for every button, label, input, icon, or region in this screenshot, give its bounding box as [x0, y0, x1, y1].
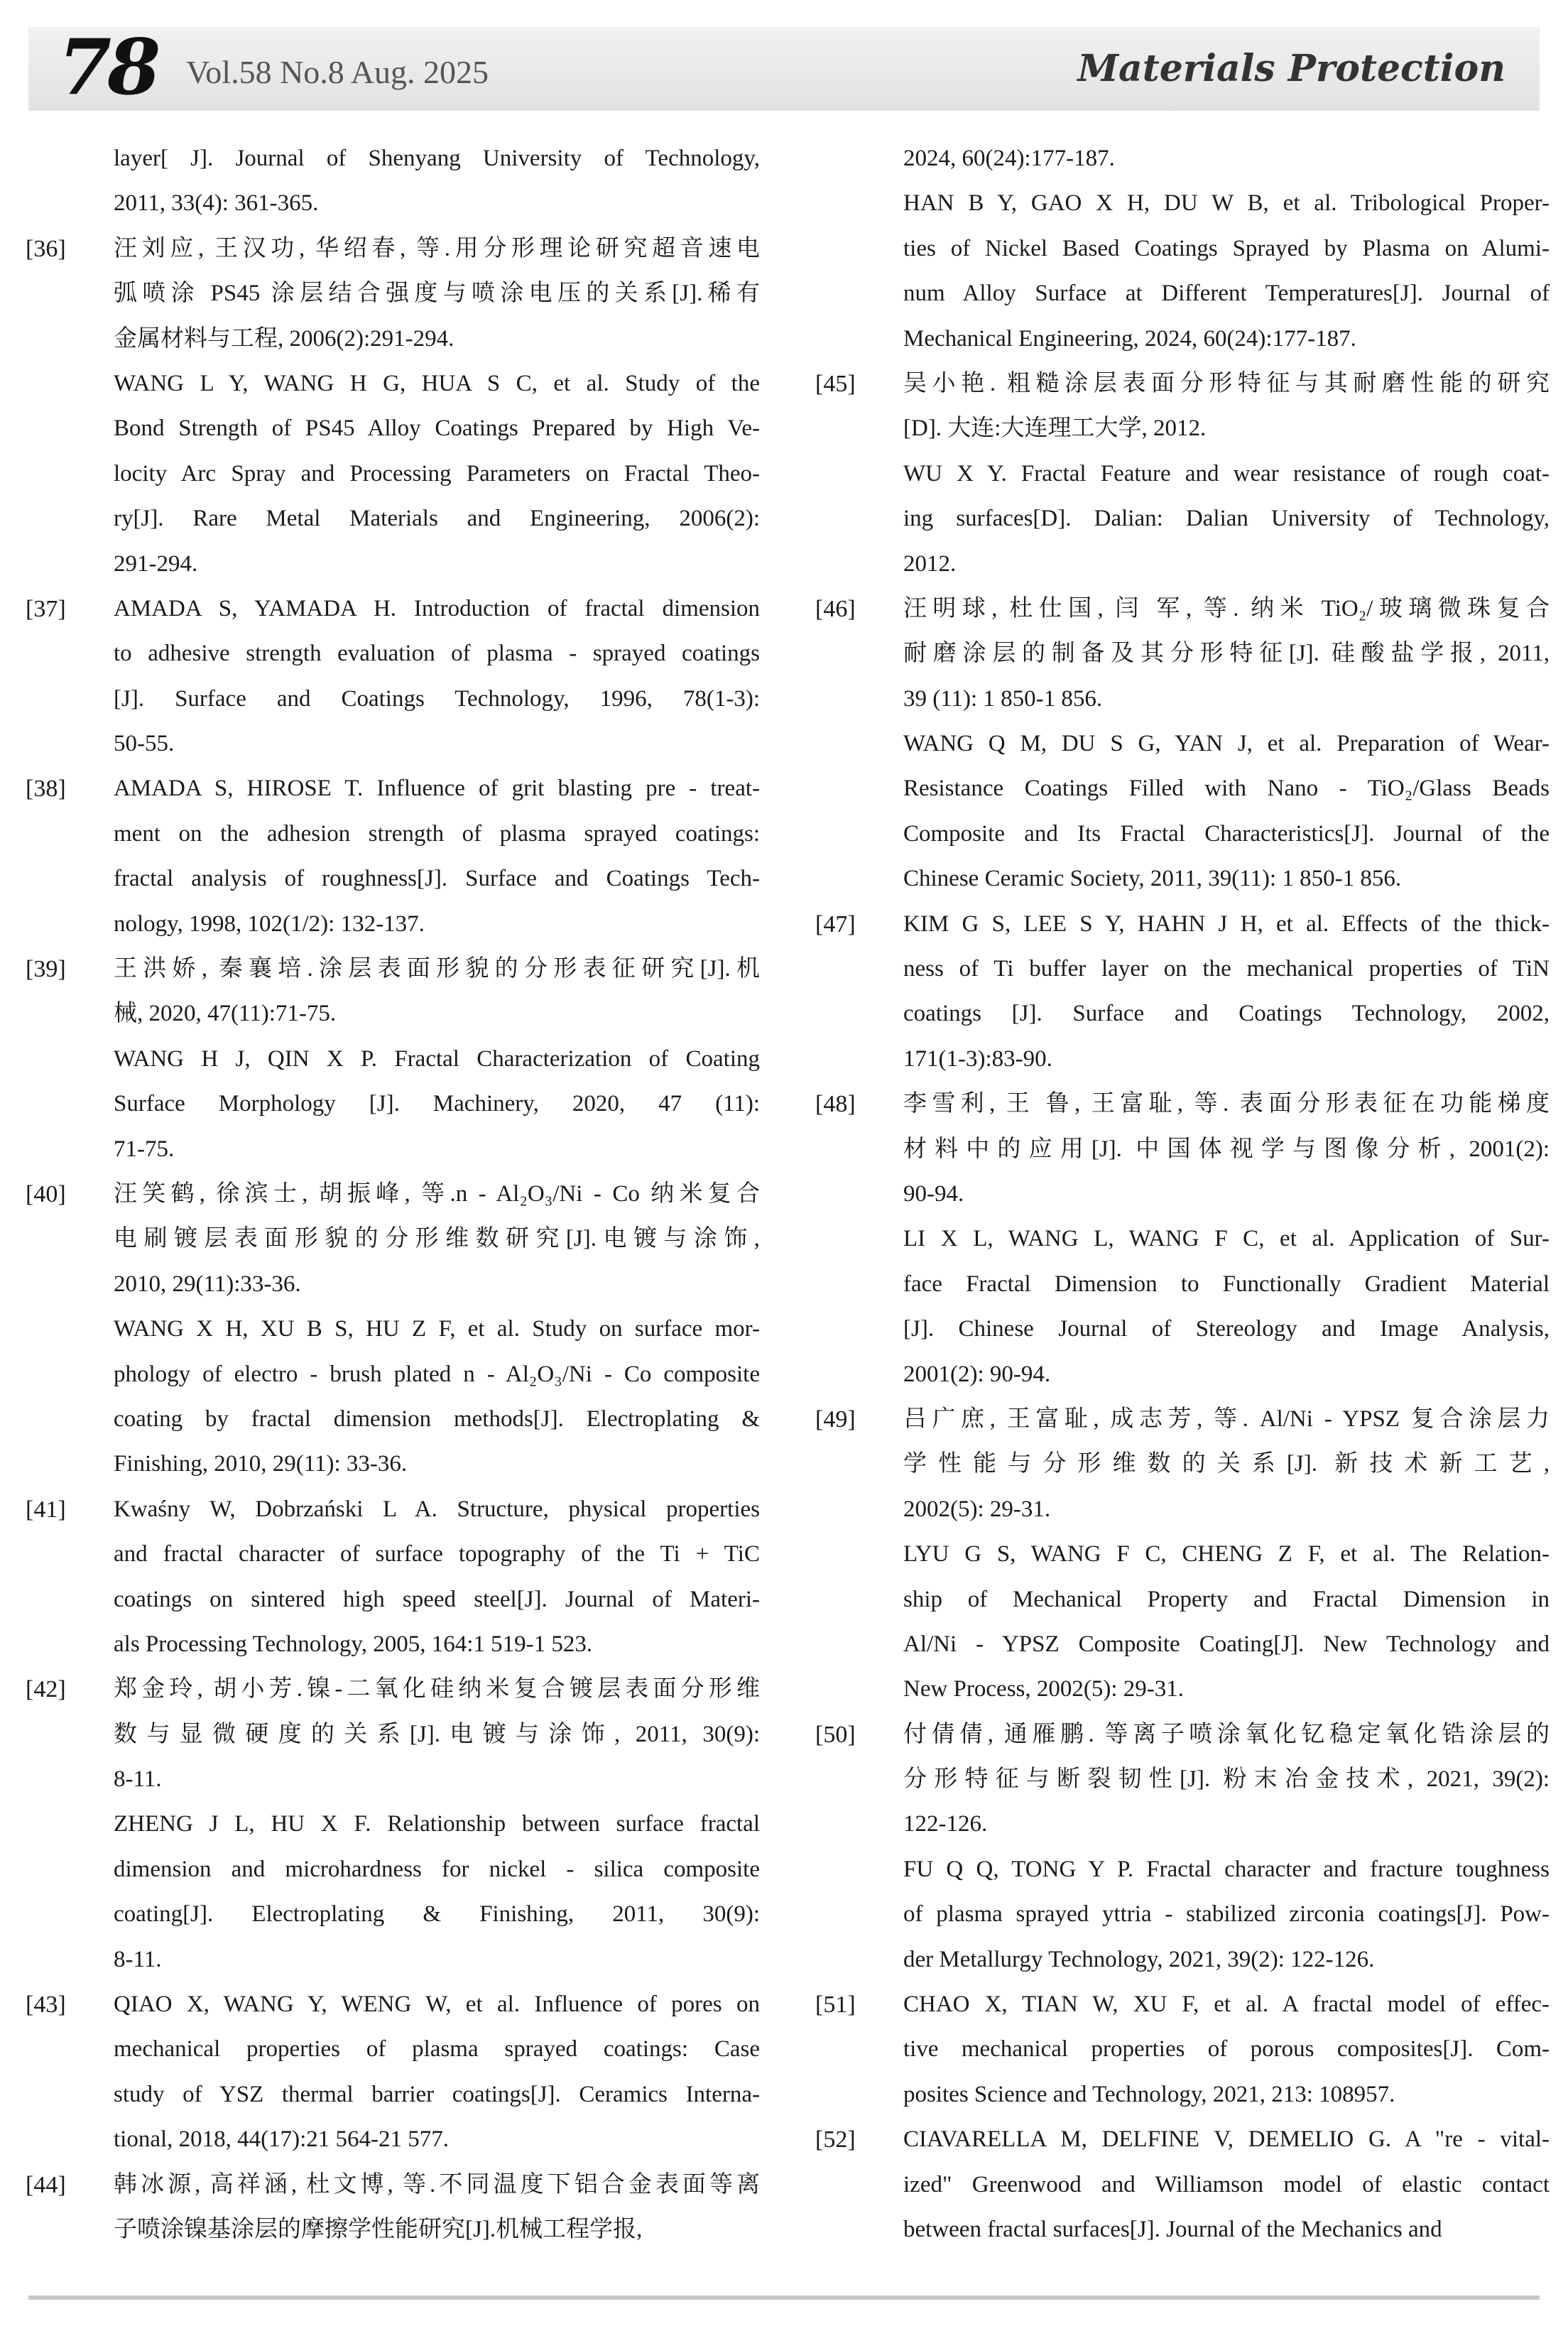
reference-entry — [815, 902, 1550, 1082]
reference-line: 学性能与分形维数的关系[J]. 新技术新工艺, — [903, 1451, 1550, 1477]
issue-info: Vol.58 No.8 Aug. 2025 — [186, 54, 489, 90]
reference-line: ized" Greenwood and Williamson model of elastic contact — [903, 2171, 1550, 2197]
right-column — [815, 136, 1550, 2252]
reference-entry — [26, 1982, 760, 2163]
reference-body — [903, 1982, 1550, 2117]
reference-line: phology of electro - brush plated n - Al₂O₃/Ni - Co composite — [114, 1361, 760, 1387]
reference-entry — [26, 227, 760, 587]
reference-entry — [815, 362, 1550, 587]
reference-line: Composite and Its Fractal Characteristics[J]. Journal of the — [903, 820, 1550, 847]
reference-line: 2001(2): 90-94. — [903, 1361, 1051, 1387]
reference-line: face Fractal Dimension to Functionally Gradient Material — [903, 1271, 1550, 1297]
reference-line: WANG L Y, WANG H G, HUA S C, et al. Study of the — [114, 370, 760, 396]
reference-line: to adhesive strength evaluation of plasma - sprayed coatings — [114, 641, 760, 667]
reference-line: layer[ J]. Journal of Shenyang University of Technology, — [114, 146, 760, 171]
reference-line: ties of Nickel Based Coatings Sprayed by Plasma on Alumi- — [903, 235, 1550, 261]
reference-line: 8-11. — [114, 1946, 162, 1972]
reference-body — [903, 136, 1550, 362]
reference-line: ment on the adhesion strength of plasma sprayed coatings: — [114, 820, 760, 847]
reference-line: FU Q Q, TONG Y P. Fractal character and fracture toughness — [903, 1856, 1550, 1882]
reference-entry — [815, 2117, 1550, 2252]
reference-body — [114, 1487, 760, 1668]
reference-line: 39 (11): 1 850-1 856. — [903, 685, 1103, 712]
reference-number: [41] — [26, 1496, 66, 1523]
reference-line: [J]. Surface and Coatings Technology, 1996, 78(1-3): — [114, 685, 760, 712]
reference-line: 付倩倩, 通雁鹏. 等离子喷涂氧化钇稳定氧化锆涂层的 — [903, 1721, 1550, 1747]
reference-line: WANG Q M, DU S G, YAN J, et al. Preparation of Wear- — [903, 731, 1550, 757]
reference-body — [114, 2163, 760, 2253]
reference-line: 王洪娇, 秦襄培.涂层表面形貌的分形表征研究[J].机 — [114, 956, 760, 982]
reference-number: [45] — [815, 370, 856, 397]
reference-entry — [815, 1982, 1550, 2117]
reference-line: mechanical properties of plasma sprayed coatings: Case — [114, 2036, 760, 2063]
reference-line: 数与显微硬度的关系[J].电镀与涂饰, 2011, 30(9): — [114, 1721, 760, 1747]
reference-line: coatings on sintered high speed steel[J]. Journal of Materi- — [114, 1586, 760, 1612]
reference-line: fractal analysis of roughness[J]. Surface and Coatings Tech- — [114, 866, 760, 892]
reference-line: ZHENG J L, HU X F. Relationship between surface fractal — [114, 1811, 760, 1837]
reference-line: 汪刘应, 王汉功, 华绍春, 等.用分形理论研究超音速电 — [114, 235, 760, 261]
reference-line: als Processing Technology, 2005, 164:1 519-1 523. — [114, 1631, 593, 1657]
bottom-rule — [28, 2295, 1540, 2300]
reference-line: AMADA S, HIROSE T. Influence of grit blasting pre - treat- — [114, 776, 760, 802]
reference-line: 90-94. — [903, 1180, 964, 1207]
reference-body — [903, 902, 1550, 1082]
reference-line: nology, 1998, 102(1/2): 132-137. — [114, 911, 425, 937]
reference-body — [114, 947, 760, 1172]
reference-line: LI X L, WANG L, WANG F C, et al. Application of Sur- — [903, 1226, 1550, 1252]
reference-entry — [26, 947, 760, 1172]
reference-line: of plasma sprayed yttria - stabilized zirconia coatings[J]. Pow- — [903, 1901, 1550, 1928]
reference-line: WANG X H, XU B S, HU Z F, et al. Study on surface mor- — [114, 1316, 760, 1342]
reference-line: 分形特征与断裂韧性[J]. 粉末冶金技术, 2021, 39(2): — [903, 1766, 1550, 1793]
reference-entry — [815, 1397, 1550, 1712]
reference-line: 汪明球, 杜仕国, 闫 军, 等. 纳米 TiO₂/玻璃微珠复合 — [903, 595, 1550, 621]
reference-body — [114, 1982, 760, 2163]
reference-number: [48] — [815, 1091, 856, 1118]
reference-number: [38] — [26, 776, 66, 803]
page-number: 78 — [58, 23, 157, 112]
reference-line: 吴小艳. 粗糙涂层表面分形特征与其耐磨性能的研究 — [903, 370, 1550, 396]
reference-line: 50-55. — [114, 731, 175, 757]
reference-body — [903, 1712, 1550, 1982]
reference-line: CHAO X, TIAN W, XU F, et al. A fractal model of effec- — [903, 1992, 1550, 2018]
reference-number: [46] — [815, 595, 856, 622]
reference-line: 吕广庶, 王富耻, 成志芳, 等. Al/Ni - YPSZ 复合涂层力 — [903, 1406, 1550, 1432]
reference-line: tive mechanical properties of porous composites[J]. Com- — [903, 2036, 1550, 2063]
reference-line: 8-11. — [114, 1766, 162, 1793]
reference-line: 韩冰源, 高祥涵, 杜文博, 等.不同温度下铝合金表面等离 — [114, 2171, 760, 2197]
reference-number: [36] — [26, 235, 66, 262]
reference-body — [903, 2117, 1550, 2252]
reference-line: HAN B Y, GAO X H, DU W B, et al. Tribological Proper- — [903, 190, 1550, 217]
reference-line: WANG H J, QIN X P. Fractal Characterization of Coating — [114, 1045, 760, 1072]
reference-line: New Process, 2002(5): 29-31. — [903, 1676, 1185, 1702]
reference-body — [114, 587, 760, 767]
reference-line: 汪笑鹤, 徐滨士, 胡振峰, 等.n - Al₂O₃/Ni - Co 纳米复合 — [114, 1180, 760, 1207]
reference-body — [114, 766, 760, 947]
reference-entry — [26, 766, 760, 947]
reference-line: ing surfaces[D]. Dalian: Dalian University of Technology, — [903, 506, 1550, 532]
reference-line: 2012. — [903, 550, 957, 577]
reference-number: [47] — [815, 911, 856, 938]
journal-title: Materials Protection — [1077, 47, 1506, 90]
reference-line: 171(1-3):83-90. — [903, 1045, 1052, 1072]
left-column — [26, 136, 760, 2252]
reference-entry — [26, 2163, 760, 2253]
reference-line: coating[J]. Electroplating & Finishing, 2011, 30(9): — [114, 1901, 760, 1928]
reference-line: between fractal surfaces[J]. Journal of the Mechanics and — [903, 2216, 1442, 2242]
reference-line: coatings [J]. Surface and Coatings Technology, 2002, — [903, 1001, 1550, 1027]
reference-entry — [26, 1487, 760, 1668]
reference-line: der Metallurgy Technology, 2021, 39(2): 122-126. — [903, 1946, 1375, 1972]
reference-number: [51] — [815, 1992, 856, 2018]
reference-line: 71-75. — [114, 1136, 175, 1162]
reference-line: QIAO X, WANG Y, WENG W, et al. Influence of pores on — [114, 1992, 760, 2018]
reference-line: Resistance Coatings Filled with Nano - TiO₂/Glass Beads — [903, 776, 1550, 802]
reference-line: posites Science and Technology, 2021, 213: 108957. — [903, 2081, 1395, 2107]
reference-line: 材料中的应用[J]. 中国体视学与图像分析, 2001(2): — [903, 1136, 1550, 1162]
reference-line: 弧喷涂 PS45 涂层结合强度与喷涂电压的关系[J].稀有 — [114, 281, 760, 307]
reference-line: Bond Strength of PS45 Alloy Coatings Prepared by High Ve- — [114, 415, 760, 442]
reference-entry — [26, 1667, 760, 1982]
reference-line: 子喷涂镍基涂层的摩擦学性能研究[J].机械工程学报, — [114, 2216, 643, 2242]
reference-number: [40] — [26, 1180, 66, 1207]
reference-line: ship of Mechanical Property and Fractal Dimension in — [903, 1586, 1550, 1612]
reference-body — [903, 362, 1550, 587]
reference-body — [114, 136, 760, 227]
reference-number: [43] — [26, 1992, 66, 2018]
reference-line: 2002(5): 29-31. — [903, 1496, 1051, 1522]
reference-number: [39] — [26, 956, 66, 983]
reference-number: [49] — [815, 1406, 856, 1433]
reference-line: 李雪利, 王 鲁, 王富耻, 等. 表面分形表征在功能梯度 — [903, 1091, 1550, 1117]
reference-entry — [26, 136, 760, 227]
reference-line: 械, 2020, 47(11):71-75. — [114, 1001, 337, 1027]
reference-entry — [815, 1082, 1550, 1397]
reference-body — [114, 1172, 760, 1487]
reference-line: Mechanical Engineering, 2024, 60(24):177-187. — [903, 325, 1356, 352]
reference-line: Chinese Ceramic Society, 2011, 39(11): 1 850-1 856. — [903, 866, 1402, 892]
reference-number: [50] — [815, 1721, 856, 1748]
reference-line: num Alloy Surface at Different Temperatures[J]. Journal of — [903, 281, 1550, 307]
reference-entry — [815, 1712, 1550, 1982]
reference-line: LYU G S, WANG F C, CHENG Z F, et al. The Relation- — [903, 1541, 1550, 1567]
reference-body — [903, 1397, 1550, 1712]
reference-body — [114, 1667, 760, 1982]
reference-line: Finishing, 2010, 29(11): 33-36. — [114, 1451, 408, 1477]
reference-line: 2011, 33(4): 361-365. — [114, 190, 319, 217]
reference-number: [44] — [26, 2171, 66, 2198]
reference-entry — [815, 587, 1550, 902]
reference-line: study of YSZ thermal barrier coatings[J]. Ceramics Interna- — [114, 2081, 760, 2107]
reference-line: and fractal character of surface topography of the Ti + TiC — [114, 1541, 760, 1567]
reference-line: 122-126. — [903, 1811, 988, 1837]
reference-body — [903, 1082, 1550, 1397]
reference-line: 291-294. — [114, 550, 198, 577]
reference-number: [52] — [815, 2126, 856, 2153]
reference-line: WU X Y. Fractal Feature and wear resistance of rough coat- — [903, 460, 1550, 487]
reference-line: 2024, 60(24):177-187. — [903, 146, 1115, 171]
reference-entry — [815, 136, 1550, 362]
reference-line: ry[J]. Rare Metal Materials and Engineering, 2006(2): — [114, 506, 760, 532]
reference-line: [D]. 大连:大连理工大学, 2012. — [903, 415, 1207, 442]
reference-line: coating by fractal dimension methods[J]. Electroplating & — [114, 1406, 760, 1432]
reference-line: 郑金玲, 胡小芳.镍-二氧化硅纳米复合镀层表面分形维 — [114, 1676, 760, 1702]
reference-line: 电刷镀层表面形貌的分形维数研究[J].电镀与涂饰, — [114, 1226, 760, 1252]
reference-line: AMADA S, YAMADA H. Introduction of fractal dimension — [114, 595, 760, 621]
reference-number: [37] — [26, 595, 66, 622]
reference-line: KIM G S, LEE S Y, HAHN J H, et al. Effects of the thick- — [903, 911, 1550, 937]
reference-line: ness of Ti buffer layer on the mechanical properties of TiN — [903, 956, 1550, 982]
reference-line: 金属材料与工程, 2006(2):291-294. — [114, 325, 454, 352]
reference-line: Kwaśny W, Dobrzański L A. Structure, physical properties — [114, 1496, 760, 1522]
reference-line: CIAVARELLA M, DELFINE V, DEMELIO G. A "re - vital- — [903, 2126, 1550, 2153]
reference-entry — [26, 1172, 760, 1487]
reference-entry — [26, 587, 760, 767]
reference-body — [903, 587, 1550, 902]
reference-body — [114, 227, 760, 587]
reference-line: Surface Morphology [J]. Machinery, 2020, 47 (11): — [114, 1091, 760, 1117]
reference-line: locity Arc Spray and Processing Parameters on Fractal Theo- — [114, 460, 760, 487]
reference-line: 耐磨涂层的制备及其分形特征[J]. 硅酸盐学报, 2011, — [903, 641, 1550, 667]
reference-line: [J]. Chinese Journal of Stereology and Image Analysis, — [903, 1316, 1550, 1342]
reference-number: [42] — [26, 1676, 66, 1703]
reference-line: dimension and microhardness for nickel - silica composite — [114, 1856, 760, 1882]
reference-line: Al/Ni - YPSZ Composite Coating[J]. New Technology and — [903, 1631, 1550, 1657]
reference-line: 2010, 29(11):33-36. — [114, 1271, 301, 1297]
reference-line: tional, 2018, 44(17):21 564-21 577. — [114, 2126, 450, 2153]
